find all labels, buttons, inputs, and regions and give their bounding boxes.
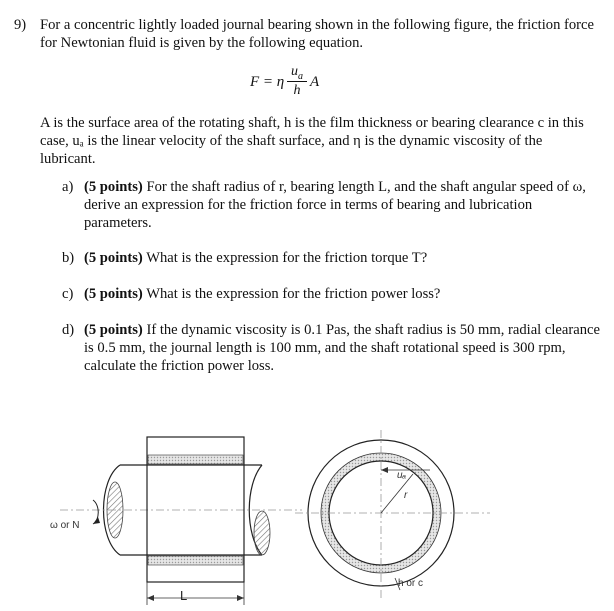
part-text: What is the expression for the friction power loss?: [146, 286, 441, 302]
question-number: 9): [14, 17, 27, 33]
part-points: (5 points): [84, 286, 143, 302]
figure-label-ua: uₐ: [397, 470, 407, 481]
part-label: c): [62, 286, 74, 302]
part-points: (5 points): [84, 179, 143, 195]
part-text: For the shaft radius of r, bearing length L, and the shaft angular speed of ω, derive an expression for the friction force in terms of bearing and lubrication parameters.: [84, 179, 586, 231]
bearing-side-view: [147, 437, 244, 605]
equation-numerator-sub: a: [298, 70, 303, 82]
bearing-end-view: [295, 430, 490, 600]
film-bottom: [148, 556, 243, 565]
part-label: d): [62, 322, 75, 338]
shaft-side-view: [60, 465, 302, 555]
film-top: [148, 455, 243, 464]
equation-rhs: A: [310, 74, 320, 90]
shaft-section-right: [254, 511, 270, 555]
equation-numerator: u: [291, 64, 298, 79]
figure-label-omega: ω or N: [50, 520, 80, 531]
question-intro: For a concentric lightly loaded journal bearing shown in the following figure, the friction force for Newtonian fluid is given by the following equation.: [40, 17, 594, 51]
part-points: (5 points): [84, 250, 143, 266]
equation-denominator: h: [293, 83, 301, 98]
part-text: What is the expression for the friction torque T?: [146, 250, 428, 266]
figure-label-L: L: [180, 588, 188, 603]
figure-label-h: h or c: [398, 578, 424, 589]
equation-lhs: F = η: [250, 74, 285, 90]
part-label: a): [62, 179, 74, 195]
part-text: If the dynamic viscosity is 0.1 Pas, the shaft radius is 50 mm, radial clearance is 0.5 mm, the journal length is 100 mm, and the shaft rotational speed is 300 rpm, calculate the friction power loss.: [84, 322, 600, 374]
variable-description: A is the surface area of the rotating shaft, h is the film thickness or bearing clearance c in this case, uₐ is the linear velocity of the shaft surface, and η is the dynamic viscosity of the lubricant.: [40, 115, 584, 167]
part-points: (5 points): [84, 322, 143, 338]
figure-label-r: r: [404, 490, 408, 501]
part-label: b): [62, 250, 75, 266]
